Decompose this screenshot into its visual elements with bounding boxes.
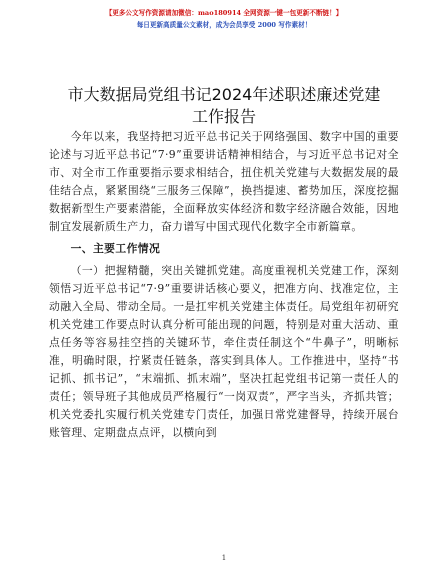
page-number: 1 (221, 554, 227, 562)
body-paragraph: （一）把握精髓，突出关键抓党建。高度重视机关党建工作，深刻领悟习近平总书记“7·9”重要讲话核心要义，把准方向、找准定位，主动融入全局、带动全局。一是扛牢机关党建主体责任。局党组年初研究机关党建工作要点时认真分析可能出现的问题，特别是对重大活动、重点任务等容易挂空挡的关键环节，牵住责任制这个“牛鼻子”，明晰标准，明确时限，拧紧责任链条，落实到具体人。工作推进中，坚持“书记抓、抓书记”，“末端抓、抓末端”，坚决扛起党组书记第一责任人的责任；领导班子其他成员严格履行“一岗双责”，严字当头，齐抓共管；机关党委扎实履行机关党建专门责任，加强日常党建督导，持续开展台账管理、定期盘点点评，以横向到 (49, 264, 399, 439)
header-banner (0, 7, 448, 31)
section-heading: 一、主要工作情况 (70, 242, 161, 255)
promo-line-2: 每日更新高质量公文素材，成为会员享受 2000 写作素材！ (136, 21, 312, 29)
intro-paragraph: 今年以来，我坚持把习近平总书记关于网络强国、数字中国的重要论述与习近平总书记“7·9”重要讲话精神相结合，与习近平总书记对全市、对全市工作重要指示要求相结合，扭住机关党建与大数据发展的最佳结合点，紧紧围绕“三服务三保障”，换挡提速、蓄势加压，深度挖掘数据新型生产要素潜能，全面释放实体经济和数字经济融合效能，因地制宜发展新质生产力，奋力谱写中国式现代化数字全市新篇章。 (49, 130, 399, 233)
document-body (49, 128, 399, 442)
promo-line-1: 【更多公文写作资源请加微信：mao180914 全网资源一键一包更新不断链！】 (105, 9, 343, 17)
document-title: 市大数据局党组书记2024年述职述廉述党建工作报告 (67, 85, 381, 126)
